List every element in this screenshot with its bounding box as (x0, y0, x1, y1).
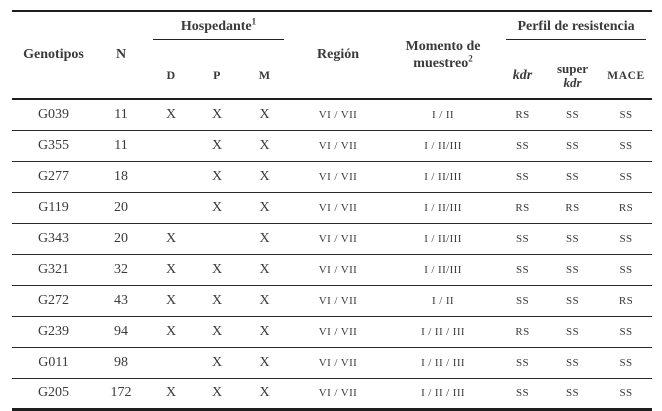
col-header-d: D (166, 68, 176, 82)
cell-p: X (211, 354, 223, 370)
table-row (12, 99, 652, 130)
cell-momento: I / II/III (424, 170, 462, 183)
cell-d: X (165, 385, 177, 400)
cell-genotipo: G039 (37, 106, 70, 122)
cell-momento: I / II/III (424, 232, 462, 245)
cell-momento: I / II / III (421, 356, 465, 369)
cell-genotipo: G321 (37, 261, 70, 277)
cell-n: 32 (114, 261, 128, 277)
table-row (12, 130, 652, 161)
cell-m: X (259, 261, 270, 277)
cell-mace: SS (619, 108, 633, 121)
cell-kdr: SS (515, 387, 530, 399)
cell-d: X (165, 292, 177, 308)
cell-genotipo: G355 (37, 137, 70, 153)
cell-m: X (259, 230, 270, 246)
cell-mace: SS (619, 325, 633, 338)
cell-genotipo: G011 (38, 354, 69, 370)
cell-n: 43 (114, 292, 128, 308)
cell-genotipo: G239 (37, 323, 70, 339)
cell-mace: RS (618, 201, 634, 214)
cell-kdr: RS (515, 108, 530, 121)
cell-momento: I / II / III (421, 325, 465, 338)
table-row (12, 347, 652, 378)
hospedante-footnote-marker: 1 (251, 16, 257, 27)
cell-d (147, 130, 195, 161)
cell-n: 20 (114, 230, 128, 246)
cell-n: 94 (114, 323, 128, 339)
super-kdr-line1: super (556, 60, 589, 76)
cell-mace: SS (619, 139, 633, 152)
cell-d: X (165, 230, 177, 246)
cell-region: VI / VII (318, 139, 358, 152)
cell-region: VI / VII (318, 170, 358, 183)
cell-momento: I / II (432, 294, 454, 307)
table-body (12, 99, 652, 409)
col-group-perfil (500, 11, 652, 57)
cell-momento: I / II (432, 108, 454, 121)
table-row (12, 378, 652, 409)
cell-momento: I / II/III (424, 263, 462, 276)
cell-kdr: RS (515, 325, 530, 338)
cell-p: X (211, 385, 223, 400)
cell-n: 172 (110, 385, 132, 400)
cell-mace: SS (619, 232, 633, 245)
cell-super-kdr: SS (565, 170, 580, 183)
cell-m: X (259, 106, 270, 122)
table-row (12, 285, 652, 316)
cell-momento: I / II/III (424, 201, 462, 214)
hospedante-label: Hospedante (180, 19, 252, 34)
cell-kdr: SS (515, 263, 530, 276)
cell-m: X (259, 385, 270, 400)
col-header-n: N (115, 47, 127, 62)
cell-super-kdr: SS (565, 325, 580, 338)
cell-super-kdr: SS (565, 139, 580, 152)
cell-mace: SS (619, 170, 633, 183)
cell-d: X (165, 106, 177, 122)
col-header-momento (386, 11, 500, 99)
cell-super-kdr: SS (565, 108, 580, 121)
col-header-genotipos: Genotipos (23, 47, 84, 62)
col-header-super-kdr (545, 57, 600, 99)
cell-d: X (165, 261, 177, 277)
cell-region: VI / VII (318, 263, 358, 276)
cell-n: 98 (114, 354, 128, 370)
cell-m: X (259, 354, 270, 370)
cell-momento: I / II / III (421, 387, 465, 399)
cell-d (147, 161, 195, 192)
cell-p: X (211, 292, 223, 308)
cell-m: X (259, 292, 270, 308)
cell-region: VI / VII (318, 108, 358, 121)
cell-super-kdr: RS (565, 201, 580, 214)
table-header (12, 11, 652, 99)
genotype-table-container (12, 10, 652, 411)
cell-kdr: RS (515, 201, 530, 214)
col-header-m: M (258, 68, 271, 82)
col-header-p: P (213, 68, 221, 82)
cell-p: X (211, 199, 223, 215)
cell-p: X (211, 323, 223, 339)
cell-mace: RS (618, 294, 634, 307)
perfil-label: Perfil de resistencia (506, 19, 646, 40)
momento-footnote-marker: 2 (468, 53, 473, 64)
momento-line2: muestreo (413, 56, 469, 71)
cell-momento: I / II/III (424, 139, 462, 152)
cell-genotipo: G205 (37, 385, 70, 400)
cell-kdr: SS (515, 170, 530, 183)
momento-line1: Momento de (405, 38, 481, 54)
cell-m: X (259, 199, 270, 215)
genotype-resistance-table (12, 10, 652, 411)
cell-kdr: SS (515, 232, 530, 245)
cell-genotipo: G272 (37, 292, 70, 308)
cell-d: X (165, 323, 177, 339)
col-header-kdr: kdr (512, 67, 533, 83)
cell-region: VI / VII (318, 232, 358, 245)
cell-super-kdr: SS (565, 387, 580, 399)
table-row (12, 223, 652, 254)
cell-d (147, 192, 195, 223)
cell-super-kdr: SS (565, 294, 580, 307)
cell-mace: SS (619, 263, 633, 276)
cell-m: X (259, 323, 270, 339)
cell-region: VI / VII (318, 325, 358, 338)
table-row (12, 192, 652, 223)
cell-p: X (211, 106, 223, 122)
table-row (12, 316, 652, 347)
table-row (12, 254, 652, 285)
cell-region: VI / VII (318, 356, 358, 369)
cell-super-kdr: SS (565, 232, 580, 245)
cell-mace: SS (619, 356, 633, 369)
cell-p: X (211, 261, 223, 277)
cell-super-kdr: SS (565, 263, 580, 276)
col-group-hospedante (147, 11, 290, 57)
cell-n: 11 (114, 106, 128, 122)
cell-n: 20 (114, 199, 128, 215)
cell-super-kdr: SS (565, 356, 580, 369)
cell-d (147, 347, 195, 378)
cell-kdr: SS (515, 356, 530, 369)
col-header-mace: MACE (607, 69, 645, 82)
cell-n: 18 (114, 168, 128, 184)
cell-kdr: SS (515, 139, 530, 152)
cell-p (195, 223, 239, 254)
cell-m: X (259, 137, 270, 153)
cell-n: 11 (114, 137, 128, 153)
cell-m: X (259, 168, 270, 184)
cell-genotipo: G119 (38, 199, 69, 215)
cell-region: VI / VII (318, 387, 358, 399)
cell-kdr: SS (515, 294, 530, 307)
super-kdr-line2: kdr (563, 74, 582, 90)
cell-region: VI / VII (318, 201, 358, 214)
cell-p: X (211, 137, 223, 153)
cell-genotipo: G277 (37, 168, 70, 184)
cell-mace: SS (619, 387, 633, 399)
cell-genotipo: G343 (37, 230, 70, 246)
cell-region: VI / VII (318, 294, 358, 307)
cell-p: X (211, 168, 223, 184)
table-row (12, 161, 652, 192)
col-header-region: Región (317, 47, 360, 62)
